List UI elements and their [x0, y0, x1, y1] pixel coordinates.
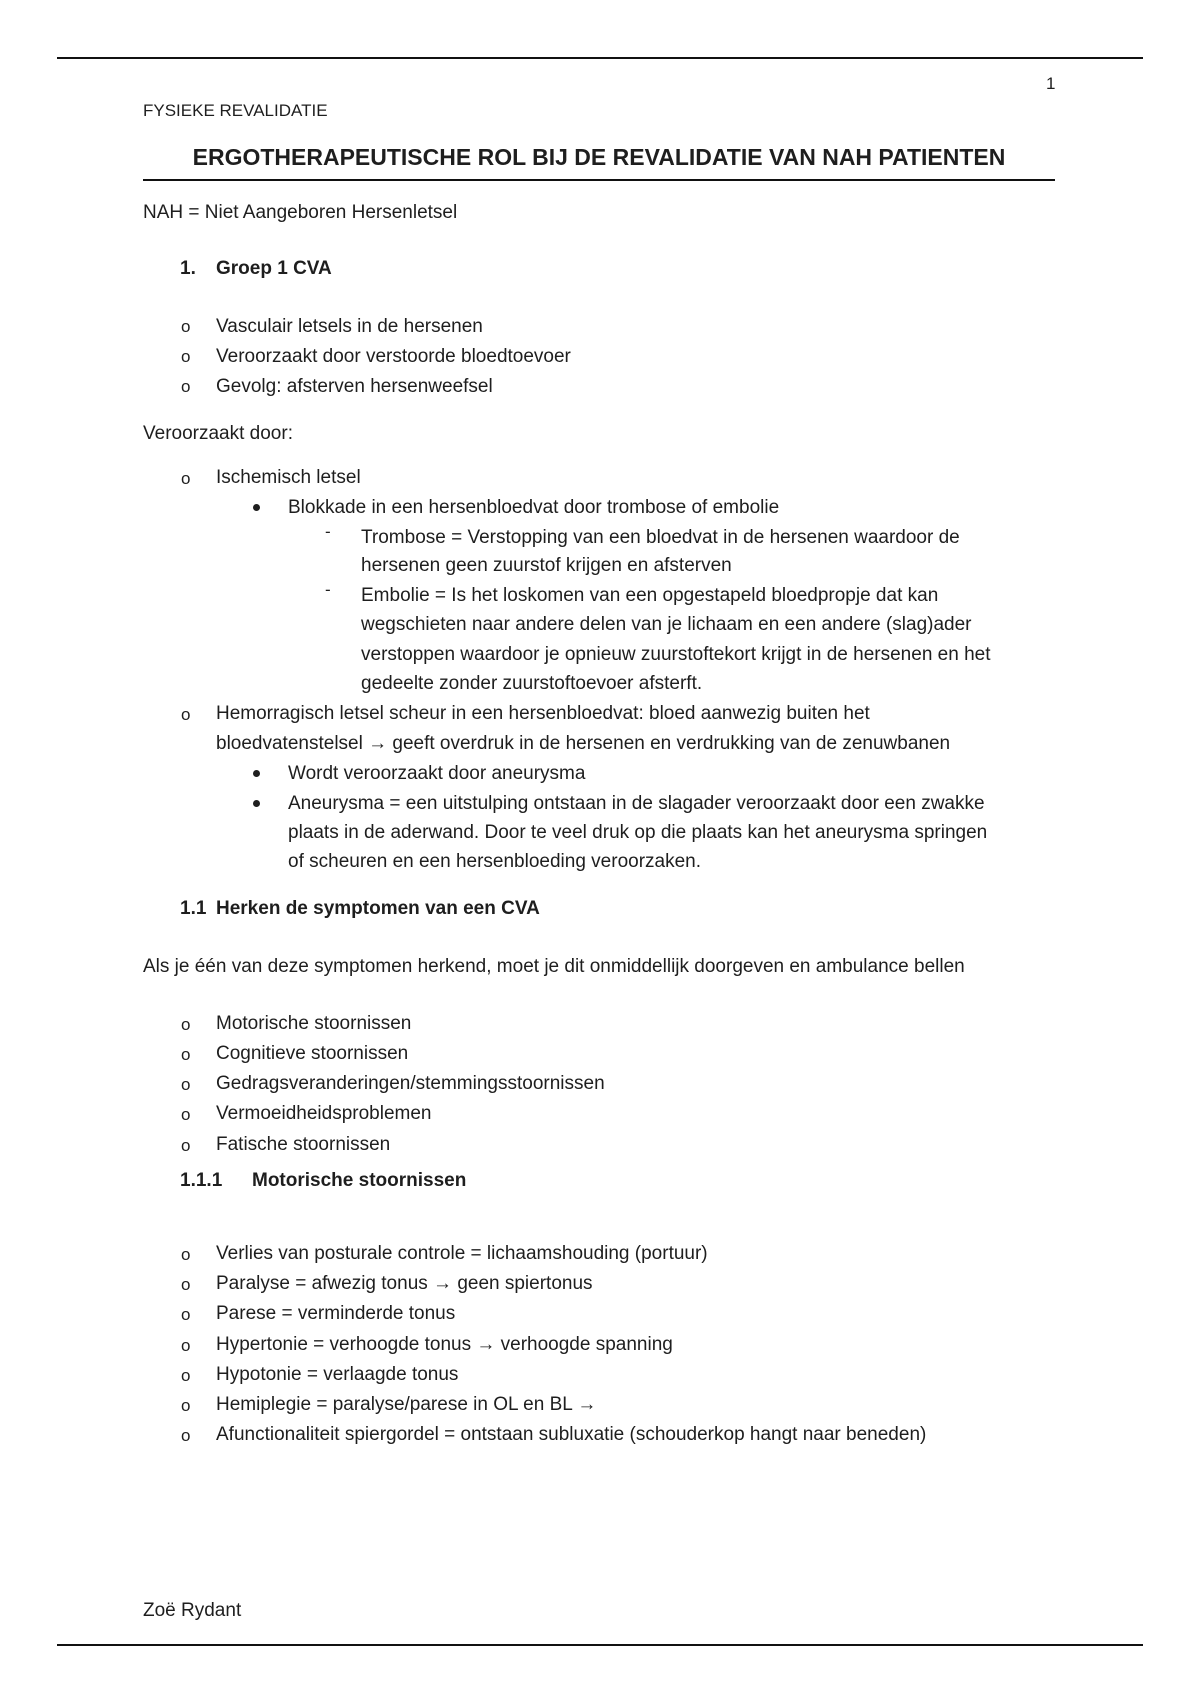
- list-item: Verlies van posturale controle = lichaamshouding (portuur): [216, 1243, 708, 1264]
- list-item: Hemiplegie = paralyse/parese in OL en BL →: [216, 1394, 597, 1415]
- section-1-heading: Groep 1 CVA: [216, 258, 332, 279]
- bullet-dot-icon: [253, 504, 260, 511]
- list-item: Motorische stoornissen: [216, 1013, 412, 1034]
- circle-bullet-icon: o: [181, 1105, 191, 1124]
- list-item: Veroorzaakt door verstoorde bloedtoevoer: [216, 346, 571, 367]
- list-item-continuation: of scheuren en een hersenbloeding veroorzaken.: [288, 851, 702, 872]
- section-1-1-1-heading: Motorische stoornissen: [252, 1170, 467, 1191]
- circle-bullet-icon: o: [181, 1275, 191, 1294]
- bottom-rule: [57, 1644, 1143, 1646]
- list-item: Hemorragisch letsel scheur in een hersenbloedvat: bloed aanwezig buiten het: [216, 703, 870, 724]
- list-item: Trombose = Verstopping van een bloedvat in de hersenen waardoor de: [361, 527, 960, 548]
- title-underline: [143, 179, 1055, 181]
- list-item: Gedragsveranderingen/stemmingsstoornissen: [216, 1073, 605, 1094]
- dash-bullet-icon: -: [325, 522, 331, 541]
- caused-by-label: Veroorzaakt door:: [143, 423, 293, 444]
- bullet-dot-icon: [253, 800, 260, 807]
- circle-bullet-icon: o: [181, 1366, 191, 1385]
- section-1-1-heading: Herken de symptomen van een CVA: [216, 898, 540, 919]
- list-item: Cognitieve stoornissen: [216, 1043, 409, 1064]
- list-item: Gevolg: afsterven hersenweefsel: [216, 376, 493, 397]
- list-item-continuation: wegschieten naar andere delen van je lichaam en een andere (slag)ader: [361, 614, 972, 635]
- section-1-number: 1.: [180, 258, 196, 279]
- circle-bullet-icon: o: [181, 1075, 191, 1094]
- document-title: ERGOTHERAPEUTISCHE ROL BIJ DE REVALIDATIE VAN NAH PATIENTEN: [192, 144, 1006, 170]
- circle-bullet-icon: o: [181, 705, 191, 724]
- dash-bullet-icon: -: [325, 580, 331, 599]
- list-item: Hypertonie = verhoogde tonus → verhoogde spanning: [216, 1334, 673, 1355]
- list-item-continuation: bloedvatenstelsel → geeft overdruk in de hersenen en verdrukking van de zenuwbanen: [216, 733, 951, 754]
- document-footer: Zoë Rydant: [143, 1600, 242, 1621]
- list-item: Fatische stoornissen: [216, 1134, 391, 1155]
- list-item-continuation: plaats in de aderwand. Door te veel druk op die plaats kan het aneurysma springen: [288, 822, 988, 843]
- list-item: Ischemisch letsel: [216, 467, 361, 488]
- circle-bullet-icon: o: [181, 1136, 191, 1155]
- list-item: Afunctionaliteit spiergordel = ontstaan subluxatie (schouderkop hangt naar beneden): [216, 1424, 927, 1445]
- circle-bullet-icon: o: [181, 347, 191, 366]
- page-number: 1: [1046, 74, 1056, 93]
- list-item: Vermoeidheidsproblemen: [216, 1103, 432, 1124]
- circle-bullet-icon: o: [181, 377, 191, 396]
- list-item: Parese = verminderde tonus: [216, 1303, 456, 1324]
- circle-bullet-icon: o: [181, 1305, 191, 1324]
- circle-bullet-icon: o: [181, 1336, 191, 1355]
- circle-bullet-icon: o: [181, 317, 191, 336]
- circle-bullet-icon: o: [181, 1045, 191, 1064]
- list-item-continuation: verstoppen waardoor je opnieuw zuurstoftekort krijgt in de hersenen en het: [361, 644, 991, 665]
- bullet-dot-icon: [253, 770, 260, 777]
- circle-bullet-icon: o: [181, 1015, 191, 1034]
- list-item: Blokkade in een hersenbloedvat door trombose of embolie: [288, 497, 780, 518]
- circle-bullet-icon: o: [181, 1396, 191, 1415]
- circle-bullet-icon: o: [181, 1245, 191, 1264]
- list-item: Aneurysma = een uitstulping ontstaan in de slagader veroorzaakt door een zwakke: [288, 793, 985, 814]
- list-item: Hypotonie = verlaagde tonus: [216, 1364, 459, 1385]
- list-item: Wordt veroorzaakt door aneurysma: [288, 763, 586, 784]
- list-item: Paralyse = afwezig tonus → geen spiertonus: [216, 1273, 593, 1294]
- section-1-1-number: 1.1: [180, 898, 207, 919]
- list-item-continuation: gedeelte zonder zuurstoftoevoer afsterft.: [361, 673, 703, 694]
- list-item-continuation: hersenen geen zuurstof krijgen en afsterven: [361, 555, 732, 576]
- top-rule: [57, 57, 1143, 59]
- circle-bullet-icon: o: [181, 469, 191, 488]
- section-1-1-intro: Als je één van deze symptomen herkend, moet je dit onmiddellijk doorgeven en ambulance bellen: [143, 956, 965, 977]
- list-item: Vasculair letsels in de hersenen: [216, 316, 483, 337]
- circle-bullet-icon: o: [181, 1426, 191, 1445]
- section-1-1-1-number: 1.1.1: [180, 1170, 223, 1191]
- list-item: Embolie = Is het loskomen van een opgestapeld bloedpropje dat kan: [361, 585, 939, 606]
- document-header: FYSIEKE REVALIDATIE: [143, 101, 328, 120]
- intro-text: NAH = Niet Aangeboren Hersenletsel: [143, 202, 458, 223]
